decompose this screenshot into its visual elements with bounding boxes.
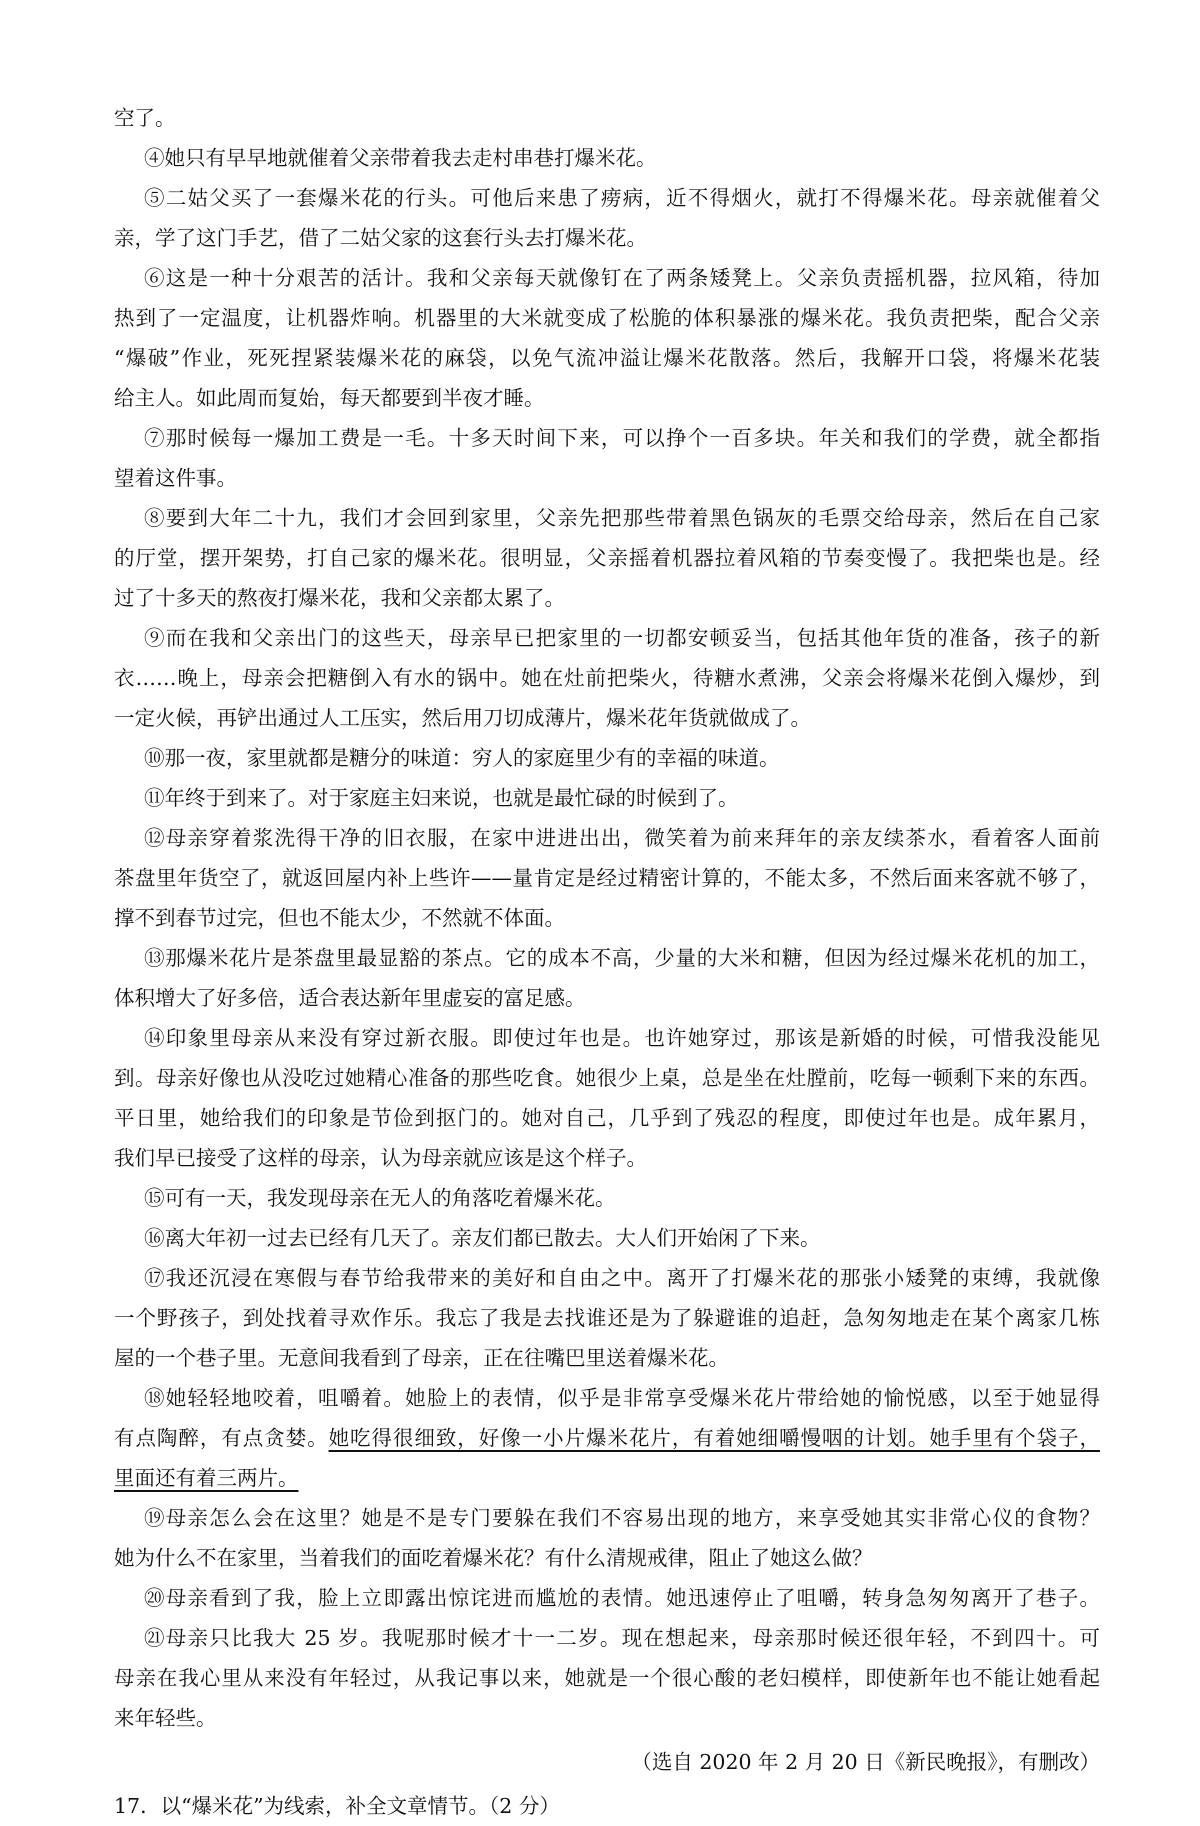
text-line: 体积增大了好多倍，适合表达新年里虚妄的富足感。 <box>114 986 586 1010</box>
text-line: 衣……晚上，母亲会把糖倒入有水的锅中。她在灶前把柴火，待糖水煮沸，父亲会将爆米花倒入爆炒，到 <box>114 666 1100 690</box>
text-line: 母亲在我心里从来没有年轻过，从我记事以来，她就是一个很心酸的老妇模样，即使新年也不能让她看起 <box>114 1666 1100 1690</box>
paragraph-4: ④她只有早早地就催着父亲带着我去走村串巷打爆米花。 <box>144 146 657 170</box>
underlined-sentence: 她吃得很细致，好像一小片爆米花片，有着她细嚼慢咽的计划。她手里有个袋子， <box>328 1426 1101 1450</box>
text-line: 撑不到春节过完，但也不能太少，不然就不体面。 <box>114 906 565 930</box>
text-line: 给主人。如此周而复始，每天都要到半夜才睡。 <box>114 386 545 410</box>
article-page <box>114 98 1100 1826</box>
paragraph-8: ⑧要到大年二十九，我们才会回到家里，父亲先把那些带着黑色锅灰的毛票交给母亲，然后在自己家 <box>144 506 1100 530</box>
paragraph-14: ⑭印象里母亲从来没有穿过新衣服。即使过年也是。也许她穿过，那该是新婚的时候，可惜我没能见 <box>144 1026 1100 1050</box>
paragraph-19: ⑲母亲怎么会在这里？她是不是专门要躲在我们不容易出现的地方，来享受她其实非常心仪的食物？ <box>144 1506 1100 1530</box>
paragraph-11: ⑪年终于到来了。对于家庭主妇来说，也就是最忙碌的时候到了。 <box>144 786 739 810</box>
paragraph-16: ⑯离大年初一过去已经有几天了。亲友们都已散去。大人们开始闲了下来。 <box>144 1226 821 1250</box>
text-line: 热到了一定温度，让机器炸响。机器里的大米就变成了松脆的体积暴涨的爆米花。我负责把柴，配合父亲 <box>114 306 1100 330</box>
underlined-sentence-end: 里面还有着三两片。 <box>114 1466 299 1490</box>
text-line: 屋的一个巷子里。无意间我看到了母亲，正在往嘴巴里送着爆米花。 <box>114 1346 729 1370</box>
text-segment: 有点陶醉，有点贪婪。 <box>114 1426 329 1450</box>
paragraph-5: ⑤二姑父买了一套爆米花的行头。可他后来患了痨病，近不得烟火，就打不得爆米花。母亲就催着父 <box>144 186 1100 210</box>
text-line: 到。母亲好像也从没吃过她精心准备的那些吃食。她很少上桌，总是坐在灶膛前，吃每一顿剩下来的东西。 <box>114 1066 1100 1090</box>
text-line: 过了十多天的熬夜打爆米花，我和父亲都太累了。 <box>114 586 565 610</box>
paragraph-17: ⑰我还沉浸在寒假与春节给我带来的美好和自由之中。离开了打爆米花的那张小矮凳的束缚，我就像 <box>144 1266 1100 1290</box>
paragraph-12: ⑫母亲穿着浆洗得干净的旧衣服，在家中进进出出，微笑着为前来拜年的亲友续茶水，看着客人面前 <box>144 826 1100 850</box>
text-line: “爆破”作业，死死捏紧装爆米花的麻袋，以免气流冲溢让爆米花散落。然后，我解开口袋，将爆米花装 <box>114 346 1100 370</box>
text-line: 空了。 <box>114 106 176 130</box>
paragraph-15: ⑮可有一天，我发现母亲在无人的角落吃着爆米花。 <box>144 1186 616 1210</box>
paragraph-7: ⑦那时候每一爆加工费是一毛。十多天时间下来，可以挣个一百多块。年关和我们的学费，就全都指 <box>144 426 1100 450</box>
text-line: 平日里，她给我们的印象是节俭到抠门的。她对自己，几乎到了残忍的程度，即使过年也是。成年累月， <box>114 1106 1100 1130</box>
question-17: 17．以“爆米花”为线索，补全文章情节。（2 分） <box>114 1794 560 1818</box>
text-line: 她为什么不在家里，当着我们的面吃着爆米花？有什么清规戒律，阻止了她这么做？ <box>114 1546 873 1570</box>
paragraph-13: ⑬那爆米花片是茶盘里最显豁的茶点。它的成本不高，少量的大米和糖，但因为经过爆米花机的加工， <box>144 946 1100 970</box>
paragraph-9: ⑨而在我和父亲出门的这些天，母亲早已把家里的一切都安顿妥当，包括其他年货的准备，孩子的新 <box>144 626 1100 650</box>
text-line: 茶盘里年货空了，就返回屋内补上些许——量肯定是经过精密计算的，不能太多，不然后面来客就不够了， <box>114 866 1100 890</box>
text-line: 我们早已接受了这样的母亲，认为母亲就应该是这个样子。 <box>114 1146 647 1170</box>
text-line: 来年轻些。 <box>114 1706 217 1730</box>
text-line: 亲，学了这门手艺，借了二姑父家的这套行头去打爆米花。 <box>114 226 647 250</box>
paragraph-6: ⑥这是一种十分艰苦的活计。我和父亲每天就像钉在了两条矮凳上。父亲负责摇机器，拉风箱，待加 <box>144 266 1100 290</box>
text-line: 望着这件事。 <box>114 466 237 490</box>
text-line <box>114 1458 1100 1498</box>
paragraph-18: ⑱她轻轻地咬着，咀嚼着。她脸上的表情，似乎是非常享受爆米花片带给她的愉悦感，以至于她显得 <box>144 1386 1100 1410</box>
text-line: 的厅堂，摆开架势，打自己家的爆米花。很明显，父亲摇着机器拉着风箱的节奏变慢了。我把柴也是。经 <box>114 546 1100 570</box>
text-line: 一定火候，再铲出通过人工压实，然后用刀切成薄片，爆米花年货就做成了。 <box>114 706 811 730</box>
paragraph-21: ㉑母亲只比我大 25 岁。我呢那时候才十一二岁。现在想起来，母亲那时候还很年轻，不到四十。可 <box>144 1626 1100 1650</box>
paragraph-20: ⑳母亲看到了我，脸上立即露出惊诧进而尴尬的表情。她迅速停止了咀嚼，转身急匆匆离开了巷子。 <box>144 1586 1100 1610</box>
source-citation: （选自 2020 年 2 月 20 日《新民晚报》，有删改） <box>631 1750 1100 1774</box>
paragraph-10: ⑩那一夜，家里就都是糖分的味道：穷人的家庭里少有的幸福的味道。 <box>144 746 780 770</box>
text-line-with-underline <box>114 1418 1100 1458</box>
text-line: 一个野孩子，到处找着寻欢作乐。我忘了我是去找谁还是为了躲避谁的追赶，急匆匆地走在某个离家几栋 <box>114 1306 1100 1330</box>
